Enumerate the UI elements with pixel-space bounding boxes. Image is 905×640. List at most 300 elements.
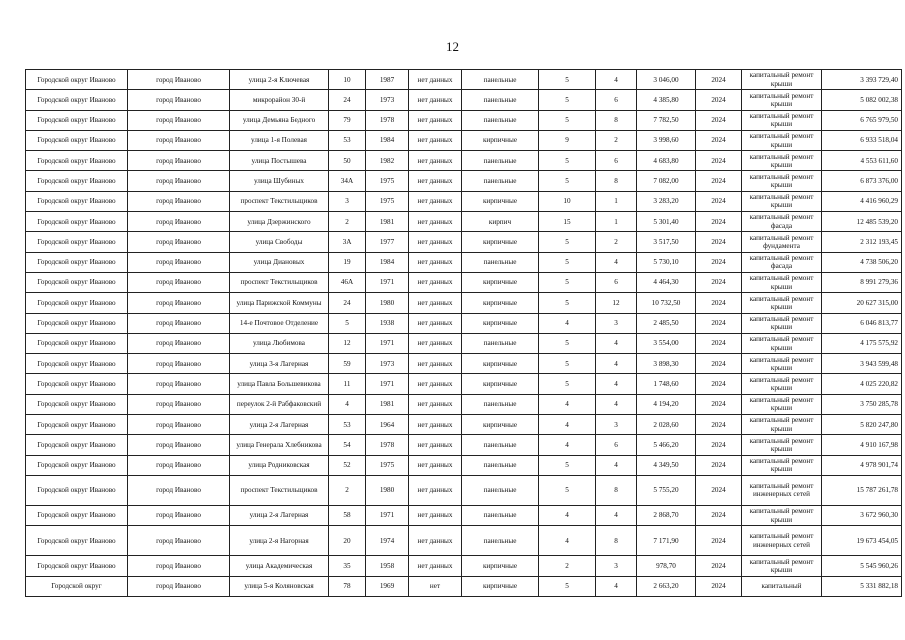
- cell-municipality: Городской округ Иваново: [26, 455, 128, 475]
- cell-cost: 12 485 539,20: [822, 212, 902, 232]
- cell-work-type: капитальный ремонт крыши: [742, 171, 822, 191]
- cell-plan-year: 2024: [696, 272, 742, 292]
- cell-house-number: 53: [329, 415, 366, 435]
- cell-entrances: 4: [596, 394, 637, 414]
- table-row: [26, 232, 902, 252]
- cell-house-number: 24: [329, 90, 366, 110]
- table-row: [26, 576, 902, 596]
- cell-locality: город Иваново: [128, 151, 230, 171]
- cell-wall-material: кирпичные: [462, 313, 539, 333]
- cell-year-built: 1969: [366, 576, 409, 596]
- cell-floors: 2: [539, 556, 596, 576]
- table-row: [26, 151, 902, 171]
- cell-year-built: 1981: [366, 212, 409, 232]
- cell-work-type: капитальный ремонт инженерных сетей: [742, 526, 822, 556]
- cell-house-number: 78: [329, 576, 366, 596]
- cell-floors: 5: [539, 475, 596, 505]
- cell-locality: город Иваново: [128, 171, 230, 191]
- cell-plan-year: 2024: [696, 212, 742, 232]
- cell-floors: 4: [539, 313, 596, 333]
- cell-plan-year: 2024: [696, 556, 742, 576]
- cell-municipality: Городской округ Иваново: [26, 151, 128, 171]
- cell-cost: 6 873 376,00: [822, 171, 902, 191]
- cell-entrances: 12: [596, 293, 637, 313]
- cell-area: 1 748,60: [637, 374, 696, 394]
- cell-wall-material: кирпичные: [462, 354, 539, 374]
- cell-house-number: 2: [329, 212, 366, 232]
- cell-wall-material: кирпичные: [462, 232, 539, 252]
- cell-municipality: Городской округ Иваново: [26, 90, 128, 110]
- table-row: [26, 394, 902, 414]
- cell-wall-material: кирпичные: [462, 293, 539, 313]
- cell-street: улица Родниковская: [230, 455, 329, 475]
- cell-work-type: капитальный: [742, 576, 822, 596]
- cell-wall-material: панельные: [462, 90, 539, 110]
- cell-floors: 10: [539, 191, 596, 211]
- cell-locality: город Иваново: [128, 90, 230, 110]
- cell-cost: 4 553 611,60: [822, 151, 902, 171]
- cell-area: 4 683,80: [637, 151, 696, 171]
- cell-street: улица Любимова: [230, 333, 329, 353]
- cell-street: улица 2-я Нагорная: [230, 526, 329, 556]
- cell-area: 10 732,50: [637, 293, 696, 313]
- cell-year-built: 1981: [366, 394, 409, 414]
- cell-cost: 5 820 247,80: [822, 415, 902, 435]
- cell-plan-year: 2024: [696, 293, 742, 313]
- cell-cost: 19 673 454,05: [822, 526, 902, 556]
- cell-house-number: 3А: [329, 232, 366, 252]
- cell-entrances: 4: [596, 70, 637, 90]
- cell-floors: 5: [539, 576, 596, 596]
- cell-house-number: 46А: [329, 272, 366, 292]
- cell-area: 5 466,20: [637, 435, 696, 455]
- cell-locality: город Иваново: [128, 526, 230, 556]
- cell-floors: 15: [539, 212, 596, 232]
- cell-wall-material: панельные: [462, 394, 539, 414]
- cell-data-note: нет данных: [409, 110, 462, 130]
- cell-area: 3 283,20: [637, 191, 696, 211]
- cell-entrances: 2: [596, 130, 637, 150]
- cell-house-number: 10: [329, 70, 366, 90]
- cell-year-built: 1987: [366, 70, 409, 90]
- cell-work-type: капитальный ремонт крыши: [742, 191, 822, 211]
- cell-floors: 9: [539, 130, 596, 150]
- cell-floors: 4: [539, 505, 596, 525]
- cell-entrances: 6: [596, 435, 637, 455]
- cell-wall-material: панельные: [462, 110, 539, 130]
- cell-plan-year: 2024: [696, 70, 742, 90]
- cell-municipality: Городской округ Иваново: [26, 475, 128, 505]
- cell-house-number: 2: [329, 475, 366, 505]
- cell-work-type: капитальный ремонт крыши: [742, 415, 822, 435]
- cell-data-note: нет данных: [409, 415, 462, 435]
- table-row: [26, 333, 902, 353]
- cell-data-note: нет данных: [409, 191, 462, 211]
- cell-municipality: Городской округ Иваново: [26, 354, 128, 374]
- cell-area: 3 898,30: [637, 354, 696, 374]
- cell-street: переулок 2-й Рабфаковский: [230, 394, 329, 414]
- cell-locality: город Иваново: [128, 505, 230, 525]
- cell-data-note: нет данных: [409, 232, 462, 252]
- table-row: [26, 272, 902, 292]
- cell-cost: 4 175 575,92: [822, 333, 902, 353]
- cell-data-note: нет данных: [409, 475, 462, 505]
- cell-municipality: Городской округ Иваново: [26, 313, 128, 333]
- cell-house-number: 59: [329, 354, 366, 374]
- cell-area: 2 028,60: [637, 415, 696, 435]
- cell-plan-year: 2024: [696, 333, 742, 353]
- cell-floors: 5: [539, 293, 596, 313]
- cell-work-type: капитальный ремонт фундамента: [742, 232, 822, 252]
- cell-work-type: капитальный ремонт фасада: [742, 212, 822, 232]
- cell-municipality: Городской округ Иваново: [26, 212, 128, 232]
- cell-street: улица Дзержинского: [230, 212, 329, 232]
- cell-work-type: капитальный ремонт крыши: [742, 110, 822, 130]
- cell-floors: 4: [539, 526, 596, 556]
- cell-municipality: Городской округ Иваново: [26, 333, 128, 353]
- cell-plan-year: 2024: [696, 232, 742, 252]
- cell-data-note: нет данных: [409, 171, 462, 191]
- cell-year-built: 1974: [366, 526, 409, 556]
- cell-locality: город Иваново: [128, 333, 230, 353]
- cell-area: 2 663,20: [637, 576, 696, 596]
- cell-locality: город Иваново: [128, 556, 230, 576]
- cell-house-number: 11: [329, 374, 366, 394]
- cell-locality: город Иваново: [128, 293, 230, 313]
- cell-municipality: Городской округ Иваново: [26, 505, 128, 525]
- cell-entrances: 1: [596, 212, 637, 232]
- cell-wall-material: панельные: [462, 475, 539, 505]
- cell-entrances: 4: [596, 252, 637, 272]
- cell-locality: город Иваново: [128, 191, 230, 211]
- cell-data-note: нет данных: [409, 151, 462, 171]
- cell-work-type: капитальный ремонт крыши: [742, 151, 822, 171]
- cell-year-built: 1975: [366, 171, 409, 191]
- cell-street: улица Павла Большевикова: [230, 374, 329, 394]
- cell-data-note: нет данных: [409, 252, 462, 272]
- cell-house-number: 79: [329, 110, 366, 130]
- cell-locality: город Иваново: [128, 415, 230, 435]
- cell-entrances: 6: [596, 151, 637, 171]
- cell-plan-year: 2024: [696, 394, 742, 414]
- cell-wall-material: панельные: [462, 526, 539, 556]
- cell-plan-year: 2024: [696, 171, 742, 191]
- cell-area: 2 485,50: [637, 313, 696, 333]
- cell-cost: 3 393 729,40: [822, 70, 902, 90]
- cell-wall-material: панельные: [462, 333, 539, 353]
- cell-wall-material: кирпич: [462, 212, 539, 232]
- cell-data-note: нет данных: [409, 313, 462, 333]
- cell-data-note: нет данных: [409, 435, 462, 455]
- cell-work-type: капитальный ремонт крыши: [742, 505, 822, 525]
- table-row: [26, 171, 902, 191]
- page-number: 12: [446, 39, 459, 54]
- cell-entrances: 4: [596, 455, 637, 475]
- cell-year-built: 1971: [366, 505, 409, 525]
- cell-work-type: капитальный ремонт крыши: [742, 556, 822, 576]
- cell-data-note: нет данных: [409, 333, 462, 353]
- cell-entrances: 2: [596, 232, 637, 252]
- table-row: [26, 212, 902, 232]
- cell-locality: город Иваново: [128, 435, 230, 455]
- cell-house-number: 3: [329, 191, 366, 211]
- cell-entrances: 4: [596, 354, 637, 374]
- cell-year-built: 1971: [366, 374, 409, 394]
- cell-municipality: Городской округ: [26, 576, 128, 596]
- cell-data-note: нет данных: [409, 455, 462, 475]
- cell-house-number: 52: [329, 455, 366, 475]
- cell-wall-material: панельные: [462, 252, 539, 272]
- cell-floors: 4: [539, 415, 596, 435]
- cell-entrances: 8: [596, 110, 637, 130]
- cell-work-type: капитальный ремонт крыши: [742, 272, 822, 292]
- cell-area: 7 082,00: [637, 171, 696, 191]
- cell-data-note: нет данных: [409, 293, 462, 313]
- cell-work-type: капитальный ремонт крыши: [742, 130, 822, 150]
- cell-year-built: 1980: [366, 475, 409, 505]
- cell-area: 4 349,50: [637, 455, 696, 475]
- cell-entrances: 3: [596, 415, 637, 435]
- cell-area: 3 517,50: [637, 232, 696, 252]
- cell-street: проспект Текстильщиков: [230, 191, 329, 211]
- cell-entrances: 6: [596, 272, 637, 292]
- table-row: [26, 293, 902, 313]
- cell-entrances: 4: [596, 576, 637, 596]
- cell-entrances: 4: [596, 333, 637, 353]
- cell-plan-year: 2024: [696, 313, 742, 333]
- cell-year-built: 1973: [366, 354, 409, 374]
- cell-data-note: нет данных: [409, 526, 462, 556]
- cell-house-number: 58: [329, 505, 366, 525]
- cell-locality: город Иваново: [128, 374, 230, 394]
- cell-plan-year: 2024: [696, 252, 742, 272]
- cell-street: улица 2-я Лагерная: [230, 505, 329, 525]
- cell-year-built: 1964: [366, 415, 409, 435]
- cell-work-type: капитальный ремонт крыши: [742, 70, 822, 90]
- cell-floors: 5: [539, 110, 596, 130]
- cell-wall-material: кирпичные: [462, 191, 539, 211]
- cell-street: улица Шубиных: [230, 171, 329, 191]
- table-row: [26, 526, 902, 556]
- cell-house-number: 34А: [329, 171, 366, 191]
- cell-street: проспект Текстильщиков: [230, 475, 329, 505]
- cell-year-built: 1982: [366, 151, 409, 171]
- cell-entrances: 4: [596, 374, 637, 394]
- cell-area: 5 301,40: [637, 212, 696, 232]
- table-row: [26, 130, 902, 150]
- table-row: [26, 374, 902, 394]
- cell-street: улица 1-я Полевая: [230, 130, 329, 150]
- cell-floors: 5: [539, 455, 596, 475]
- cell-floors: 5: [539, 171, 596, 191]
- cell-plan-year: 2024: [696, 455, 742, 475]
- cell-municipality: Городской округ Иваново: [26, 374, 128, 394]
- cell-wall-material: панельные: [462, 455, 539, 475]
- cell-work-type: капитальный ремонт крыши: [742, 293, 822, 313]
- cell-year-built: 1975: [366, 191, 409, 211]
- cell-plan-year: 2024: [696, 526, 742, 556]
- table-body: [26, 70, 902, 597]
- cell-cost: 6 046 813,77: [822, 313, 902, 333]
- cell-cost: 3 672 960,30: [822, 505, 902, 525]
- cell-plan-year: 2024: [696, 110, 742, 130]
- cell-municipality: Городской округ Иваново: [26, 252, 128, 272]
- cell-street: улица Парижской Коммуны: [230, 293, 329, 313]
- cell-wall-material: кирпичные: [462, 556, 539, 576]
- table-row: [26, 505, 902, 525]
- cell-cost: 8 991 279,36: [822, 272, 902, 292]
- cell-data-note: нет данных: [409, 505, 462, 525]
- cell-locality: город Иваново: [128, 394, 230, 414]
- cell-entrances: 8: [596, 526, 637, 556]
- table-row: [26, 415, 902, 435]
- cell-data-note: нет данных: [409, 70, 462, 90]
- cell-house-number: 20: [329, 526, 366, 556]
- cell-floors: 4: [539, 435, 596, 455]
- cell-plan-year: 2024: [696, 415, 742, 435]
- cell-locality: город Иваново: [128, 576, 230, 596]
- cell-wall-material: кирпичные: [462, 576, 539, 596]
- cell-year-built: 1938: [366, 313, 409, 333]
- cell-street: микрорайон 30-й: [230, 90, 329, 110]
- cell-year-built: 1975: [366, 455, 409, 475]
- cell-work-type: капитальный ремонт крыши: [742, 333, 822, 353]
- cell-area: 4 385,80: [637, 90, 696, 110]
- cell-year-built: 1978: [366, 435, 409, 455]
- cell-area: 7 782,50: [637, 110, 696, 130]
- cell-year-built: 1973: [366, 90, 409, 110]
- cell-locality: город Иваново: [128, 212, 230, 232]
- cell-area: 5 755,20: [637, 475, 696, 505]
- cell-cost: 6 933 518,04: [822, 130, 902, 150]
- cell-municipality: Городской округ Иваново: [26, 130, 128, 150]
- cell-area: 4 464,30: [637, 272, 696, 292]
- cell-municipality: Городской округ Иваново: [26, 415, 128, 435]
- cell-municipality: Городской округ Иваново: [26, 435, 128, 455]
- cell-year-built: 1980: [366, 293, 409, 313]
- cell-street: улица Демьяна Бедного: [230, 110, 329, 130]
- cell-area: 3 554,00: [637, 333, 696, 353]
- cell-floors: 5: [539, 70, 596, 90]
- cell-plan-year: 2024: [696, 374, 742, 394]
- table-row: [26, 191, 902, 211]
- cell-cost: 3 943 599,48: [822, 354, 902, 374]
- table-row: [26, 556, 902, 576]
- table-row: [26, 354, 902, 374]
- cell-cost: 4 416 960,29: [822, 191, 902, 211]
- cell-floors: 5: [539, 333, 596, 353]
- cell-cost: 4 025 220,82: [822, 374, 902, 394]
- table-row: [26, 70, 902, 90]
- cell-municipality: Городской округ Иваново: [26, 526, 128, 556]
- cell-municipality: Городской округ Иваново: [26, 110, 128, 130]
- cell-house-number: 50: [329, 151, 366, 171]
- cell-house-number: 35: [329, 556, 366, 576]
- cell-data-note: нет данных: [409, 354, 462, 374]
- cell-work-type: капитальный ремонт крыши: [742, 90, 822, 110]
- cell-entrances: 4: [596, 505, 637, 525]
- cell-plan-year: 2024: [696, 475, 742, 505]
- cell-data-note: нет данных: [409, 556, 462, 576]
- cell-entrances: 8: [596, 171, 637, 191]
- table-row: [26, 252, 902, 272]
- cell-street: 14-е Почтовое Отделение: [230, 313, 329, 333]
- cell-wall-material: панельные: [462, 70, 539, 90]
- cell-municipality: Городской округ Иваново: [26, 272, 128, 292]
- cell-house-number: 12: [329, 333, 366, 353]
- table-row: [26, 110, 902, 130]
- cell-year-built: 1978: [366, 110, 409, 130]
- cell-cost: 20 627 315,00: [822, 293, 902, 313]
- cell-house-number: 54: [329, 435, 366, 455]
- table-row: [26, 90, 902, 110]
- cell-cost: 5 082 002,38: [822, 90, 902, 110]
- cell-year-built: 1984: [366, 252, 409, 272]
- cell-locality: город Иваново: [128, 475, 230, 505]
- cell-year-built: 1977: [366, 232, 409, 252]
- cell-cost: 4 738 506,20: [822, 252, 902, 272]
- cell-wall-material: кирпичные: [462, 415, 539, 435]
- cell-entrances: 3: [596, 556, 637, 576]
- cell-plan-year: 2024: [696, 435, 742, 455]
- cell-street: проспект Текстильщиков: [230, 272, 329, 292]
- cell-year-built: 1971: [366, 272, 409, 292]
- cell-entrances: 8: [596, 475, 637, 505]
- cell-cost: 15 787 261,78: [822, 475, 902, 505]
- cell-wall-material: кирпичные: [462, 130, 539, 150]
- buildings-table: [25, 69, 902, 597]
- cell-municipality: Городской округ Иваново: [26, 556, 128, 576]
- cell-municipality: Городской округ Иваново: [26, 394, 128, 414]
- cell-year-built: 1984: [366, 130, 409, 150]
- cell-house-number: 24: [329, 293, 366, 313]
- cell-wall-material: панельные: [462, 171, 539, 191]
- cell-area: 3 046,00: [637, 70, 696, 90]
- cell-floors: 5: [539, 252, 596, 272]
- cell-cost: 4 978 901,74: [822, 455, 902, 475]
- cell-work-type: капитальный ремонт инженерных сетей: [742, 475, 822, 505]
- cell-data-note: нет данных: [409, 130, 462, 150]
- cell-plan-year: 2024: [696, 576, 742, 596]
- cell-cost: 2 312 193,45: [822, 232, 902, 252]
- cell-plan-year: 2024: [696, 90, 742, 110]
- cell-house-number: 5: [329, 313, 366, 333]
- cell-area: 5 730,10: [637, 252, 696, 272]
- cell-locality: город Иваново: [128, 252, 230, 272]
- cell-municipality: Городской округ Иваново: [26, 293, 128, 313]
- cell-plan-year: 2024: [696, 151, 742, 171]
- cell-plan-year: 2024: [696, 505, 742, 525]
- cell-municipality: Городской округ Иваново: [26, 171, 128, 191]
- cell-street: улица 2-я Лагерная: [230, 415, 329, 435]
- cell-locality: город Иваново: [128, 232, 230, 252]
- cell-cost: 3 750 285,78: [822, 394, 902, 414]
- cell-street: улица Генерала Хлебникова: [230, 435, 329, 455]
- cell-plan-year: 2024: [696, 130, 742, 150]
- cell-entrances: 6: [596, 90, 637, 110]
- cell-floors: 5: [539, 354, 596, 374]
- cell-cost: 6 765 979,50: [822, 110, 902, 130]
- cell-area: 4 194,20: [637, 394, 696, 414]
- cell-area: 7 171,90: [637, 526, 696, 556]
- cell-street: улица Свободы: [230, 232, 329, 252]
- cell-locality: город Иваново: [128, 110, 230, 130]
- cell-plan-year: 2024: [696, 191, 742, 211]
- cell-area: 978,70: [637, 556, 696, 576]
- cell-work-type: капитальный ремонт крыши: [742, 374, 822, 394]
- cell-work-type: капитальный ремонт фасада: [742, 252, 822, 272]
- cell-area: 3 998,60: [637, 130, 696, 150]
